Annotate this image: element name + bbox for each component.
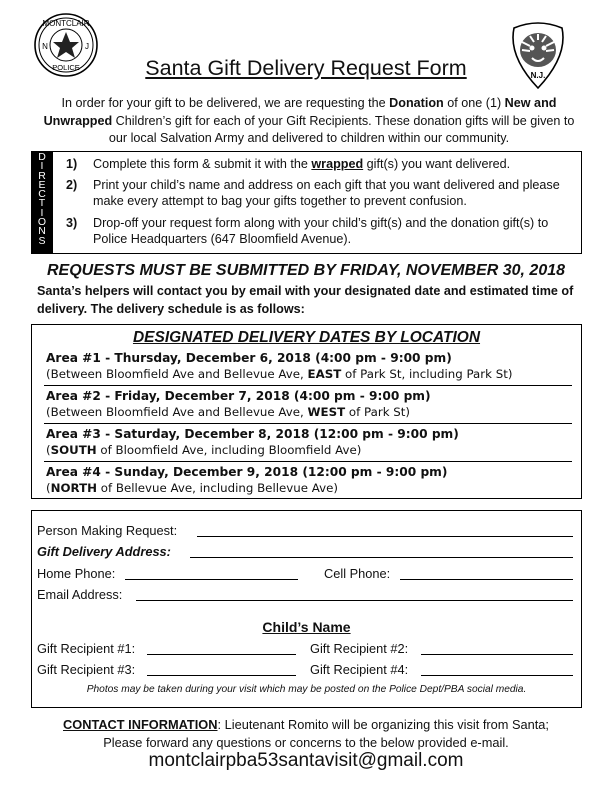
contact-email[interactable]: montclairpba53santavisit@gmail.com bbox=[148, 750, 464, 771]
intro-text-1: In order for your gift to be delivered, we are requesting the bbox=[61, 96, 390, 110]
directions-tab bbox=[31, 151, 53, 254]
area-description: (NORTH of Bellevue Ave, including Bellevue Ave) bbox=[46, 481, 338, 495]
recipient2-label: Gift Recipient #2: bbox=[310, 641, 409, 656]
intro-text-3: Children’s gift for each of your Gift Recipients. These donation gifts will be given to our local Salvation Army and delivered to children within our community. bbox=[108, 113, 575, 145]
badge-left-letter: N bbox=[42, 42, 48, 51]
cell-phone-field[interactable] bbox=[400, 579, 573, 580]
direction-text: Drop-off your request form along with your child’s gift(s) and the donation gift(s) to Police Headquarters (647 Bloomfield Avenue). bbox=[93, 216, 549, 246]
delivery-area-4 bbox=[46, 464, 576, 496]
badge-right-letter: J bbox=[85, 42, 89, 51]
area-divider bbox=[44, 385, 572, 386]
childs-name-heading: Child’s Name bbox=[262, 619, 351, 635]
direction-text: Complete this form & submit it with the wrapped gift(s) you want delivered. bbox=[93, 157, 511, 171]
home-phone-field[interactable] bbox=[125, 579, 298, 580]
area-heading: Area #2 - Friday, December 7, 2018 (4:00 pm - 9:00 pm) bbox=[46, 389, 431, 403]
gift-recipient-1-field[interactable] bbox=[147, 654, 296, 655]
delivery-area-1 bbox=[46, 350, 576, 382]
area-divider bbox=[44, 461, 572, 462]
direction-emph: wrapped bbox=[311, 157, 364, 171]
photos-note: Photos may be taken during your visit which may be posted on the Police Dept/PBA social media. bbox=[86, 684, 527, 695]
gift-recipient-3-field[interactable] bbox=[147, 675, 296, 676]
page-title: Santa Gift Delivery Request Form bbox=[145, 56, 467, 80]
contact-text-1: : Lieutenant Romito will be organizing this visit from Santa; bbox=[217, 717, 549, 732]
contact-info bbox=[0, 716, 612, 751]
intro-and: and bbox=[530, 96, 557, 110]
intro-donation: Donation bbox=[389, 96, 444, 110]
intro-new: New bbox=[504, 96, 531, 110]
intro-unwrapped: Unwrapped bbox=[43, 113, 113, 128]
person-making-request-field[interactable] bbox=[197, 536, 573, 537]
request-form-box bbox=[31, 510, 582, 708]
area-description: (Between Bloomfield Ave and Bellevue Ave, WEST of Park St) bbox=[46, 405, 410, 419]
area-description: (SOUTH of Bloomfield Ave, including Bloomfield Ave) bbox=[46, 443, 362, 457]
helpers-note: Santa’s helpers will contact you by email with your designated date and estimated time of delivery. The delivery schedule is as follows: bbox=[37, 284, 574, 316]
area-divider bbox=[44, 423, 572, 424]
address-label: Gift Delivery Address: bbox=[37, 544, 171, 559]
contact-text-2: Please forward any questions or concerns to the below provided e-mail. bbox=[103, 734, 509, 750]
home-phone-label: Home Phone: bbox=[37, 566, 116, 581]
badge-bottom-text: POLICE bbox=[52, 63, 80, 72]
email-address-field[interactable] bbox=[136, 600, 573, 601]
badge-nj-text: N.J. bbox=[530, 71, 546, 80]
area-heading: Area #3 - Saturday, December 8, 2018 (12:00 pm - 9:00 pm) bbox=[46, 427, 459, 441]
recipient3-label: Gift Recipient #3: bbox=[37, 662, 136, 677]
directions-tab-label: D I R E C T I O N S bbox=[37, 151, 47, 247]
deadline-notice: REQUESTS MUST BE SUBMITTED BY FRIDAY, NOVEMBER 30, 2018 bbox=[46, 262, 566, 279]
gift-recipient-2-field[interactable] bbox=[421, 654, 573, 655]
area-heading: Area #1 - Thursday, December 6, 2018 (4:00 pm - 9:00 pm) bbox=[46, 351, 452, 365]
delivery-area-2 bbox=[46, 388, 576, 420]
recipient4-label: Gift Recipient #4: bbox=[310, 662, 409, 677]
recipient1-label: Gift Recipient #1: bbox=[37, 641, 136, 656]
direction-number: 3) bbox=[66, 216, 78, 230]
intro-text-2: of one (1) bbox=[443, 96, 505, 110]
person-label: Person Making Request: bbox=[37, 523, 178, 538]
direction-text: Print your child’s name and address on each gift that you want delivered and please make every attempt to bag your gifts together to prevent confusion. bbox=[93, 178, 560, 208]
direction-number: 2) bbox=[66, 178, 78, 192]
badge-top-text: MONTCLAIR bbox=[42, 19, 90, 28]
delivery-dates-title: DESIGNATED DELIVERY DATES BY LOCATION bbox=[132, 329, 481, 346]
direction-number: 1) bbox=[66, 157, 78, 171]
contact-label: CONTACT INFORMATION bbox=[63, 717, 218, 732]
area-heading: Area #4 - Sunday, December 9, 2018 (12:00 pm - 9:00 pm) bbox=[46, 465, 448, 479]
area-description: (Between Bloomfield Ave and Bellevue Ave, EAST of Park St, including Park St) bbox=[46, 367, 513, 381]
gift-delivery-address-field[interactable] bbox=[190, 557, 573, 558]
cell-phone-label: Cell Phone: bbox=[324, 566, 391, 581]
delivery-area-3 bbox=[46, 426, 576, 458]
intro-paragraph bbox=[38, 95, 580, 148]
gift-recipient-4-field[interactable] bbox=[421, 675, 573, 676]
email-label: Email Address: bbox=[37, 587, 123, 602]
